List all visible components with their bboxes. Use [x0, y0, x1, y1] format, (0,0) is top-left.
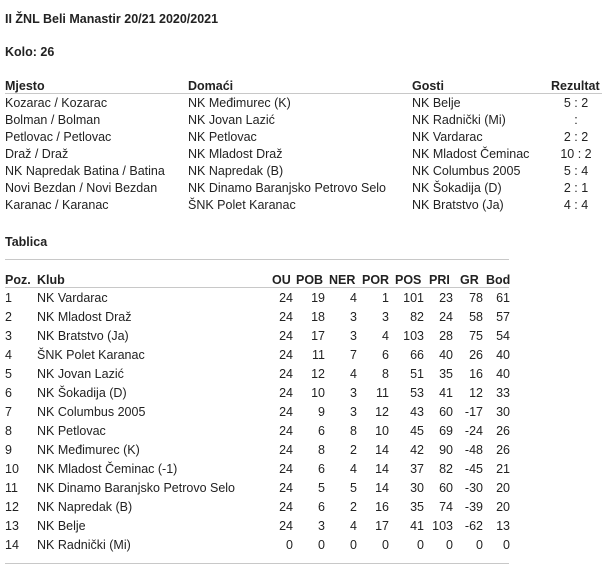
- standings-header-bod: Bod: [486, 273, 511, 287]
- standing-pos-goals: 41: [410, 519, 424, 533]
- standing-pos: 8: [5, 424, 12, 438]
- standing-pos-goals: 0: [417, 538, 424, 552]
- standing-pos-goals: 53: [410, 386, 424, 400]
- standing-pos-goals: 43: [410, 405, 424, 419]
- matches-header-divider: [5, 93, 602, 94]
- standing-gr: -30: [464, 481, 483, 495]
- standing-ner: 3: [350, 386, 357, 400]
- standing-pos: 6: [5, 386, 12, 400]
- match-away: NK Columbus 2005: [412, 164, 521, 178]
- standing-gr: 75: [469, 329, 483, 343]
- match-place: Petlovac / Petlovac: [5, 130, 112, 144]
- standing-gr: -24: [464, 424, 483, 438]
- standing-pos: 10: [5, 462, 19, 476]
- standing-pri: 82: [439, 462, 453, 476]
- standing-por: 11: [376, 386, 389, 400]
- standing-pri: 35: [439, 367, 453, 381]
- standing-bod: 40: [496, 367, 510, 381]
- standing-pos: 7: [5, 405, 12, 419]
- standing-ou: 24: [279, 424, 293, 438]
- standing-bod: 20: [496, 481, 510, 495]
- match-result: 10 : 2: [560, 147, 592, 161]
- standing-pos: 13: [5, 519, 19, 533]
- standing-pos-goals: 37: [410, 462, 424, 476]
- standing-ner: 5: [350, 481, 357, 495]
- standings-header-divider: [5, 287, 509, 288]
- match-place: Karanac / Karanac: [5, 198, 109, 212]
- standing-bod: 13: [496, 519, 510, 533]
- standings-header-por: POR: [362, 273, 390, 287]
- standing-pos: 9: [5, 443, 12, 457]
- standing-ou: 24: [279, 291, 293, 305]
- standing-pos-goals: 30: [410, 481, 424, 495]
- standing-ou: 24: [279, 348, 293, 362]
- standing-por: 1: [382, 291, 389, 305]
- standing-club: NK Vardarac: [37, 291, 108, 305]
- standing-ou: 24: [279, 481, 293, 495]
- match-home: NK Međimurec (K): [188, 96, 291, 110]
- standing-ou: 24: [279, 405, 293, 419]
- standing-bod: 40: [496, 348, 510, 362]
- match-place: Novi Bezdan / Novi Bezdan: [5, 181, 158, 195]
- match-result: 5 : 4: [563, 164, 589, 178]
- standing-club: NK Napredak (B): [37, 500, 133, 514]
- standing-ou: 24: [279, 443, 293, 457]
- standing-ner: 3: [350, 329, 357, 343]
- standing-por: 14: [375, 443, 389, 457]
- standing-por: 6: [382, 348, 389, 362]
- standing-ou: 24: [279, 519, 293, 533]
- standing-gr: -62: [464, 519, 483, 533]
- standing-bod: 33: [496, 386, 510, 400]
- standing-por: 0: [382, 538, 389, 552]
- match-result: 2 : 1: [563, 181, 589, 195]
- standing-pob: 9: [318, 405, 325, 419]
- standing-pri: 60: [439, 405, 453, 419]
- match-result: :: [574, 113, 578, 127]
- standing-por: 10: [375, 424, 389, 438]
- standing-club: NK Radnički (Mi): [37, 538, 131, 552]
- standing-pob: 17: [311, 329, 325, 343]
- standing-pos-goals: 66: [410, 348, 424, 362]
- standing-por: 14: [375, 462, 389, 476]
- standing-gr: 58: [469, 310, 483, 324]
- standing-gr: -48: [464, 443, 483, 457]
- standing-pob: 6: [318, 500, 325, 514]
- standing-pri: 90: [439, 443, 453, 457]
- standing-gr: 78: [469, 291, 483, 305]
- standing-club: NK Belje: [37, 519, 86, 533]
- standing-pri: 60: [439, 481, 453, 495]
- match-home: ŠNK Polet Karanac: [188, 198, 296, 212]
- standing-pob: 8: [318, 443, 325, 457]
- standing-ou: 24: [279, 500, 293, 514]
- standing-ou: 24: [279, 329, 293, 343]
- match-home: NK Petlovac: [188, 130, 257, 144]
- standing-bod: 61: [496, 291, 510, 305]
- standing-por: 3: [382, 310, 389, 324]
- match-home: NK Mladost Draž: [188, 147, 283, 161]
- matches-header-place: Mjesto: [5, 79, 45, 93]
- standing-pob: 6: [318, 462, 325, 476]
- standing-pos-goals: 35: [410, 500, 424, 514]
- match-result: 2 : 2: [563, 130, 589, 144]
- match-away: NK Belje: [412, 96, 461, 110]
- match-home: NK Napredak (B): [188, 164, 284, 178]
- standings-bottom-divider: [5, 563, 509, 564]
- standing-ner: 8: [350, 424, 357, 438]
- standings-header-gr: GR: [460, 273, 479, 287]
- standing-bod: 57: [496, 310, 510, 324]
- standings-top-divider: [5, 259, 509, 260]
- standings-header-pri: PRI: [429, 273, 450, 287]
- page-title: II ŽNL Beli Manastir 20/21 2020/2021: [5, 12, 219, 26]
- standing-bod: 20: [496, 500, 510, 514]
- standing-bod: 0: [503, 538, 510, 552]
- match-place: Bolman / Bolman: [5, 113, 101, 127]
- match-place: NK Napredak Batina / Batina: [5, 164, 165, 178]
- standing-pob: 6: [318, 424, 325, 438]
- standing-club: ŠNK Polet Karanac: [37, 348, 145, 362]
- standing-bod: 21: [496, 462, 510, 476]
- matches-header-away: Gosti: [412, 79, 444, 93]
- standing-por: 4: [382, 329, 389, 343]
- standing-por: 17: [375, 519, 389, 533]
- standing-club: NK Mladost Draž: [37, 310, 132, 324]
- standing-ner: 7: [350, 348, 357, 362]
- standing-pos-goals: 45: [410, 424, 424, 438]
- standing-pri: 24: [439, 310, 453, 324]
- standing-club: NK Dinamo Baranjsko Petrovo Selo: [37, 481, 236, 495]
- standing-pob: 10: [311, 386, 325, 400]
- standing-pos-goals: 103: [403, 329, 424, 343]
- standing-ou: 0: [286, 538, 293, 552]
- standing-pos: 5: [5, 367, 12, 381]
- standing-pos: 11: [5, 481, 18, 495]
- match-away: NK Vardarac: [412, 130, 483, 144]
- standings-header-pos: Poz.: [5, 273, 31, 287]
- standing-ner: 4: [350, 519, 357, 533]
- standings-header-pos-goals: POS: [395, 273, 422, 287]
- standing-ner: 4: [350, 291, 357, 305]
- standing-pri: 23: [439, 291, 453, 305]
- standing-ner: 4: [350, 367, 357, 381]
- standing-por: 16: [375, 500, 389, 514]
- standing-pri: 41: [439, 386, 453, 400]
- standing-club: NK Šokadija (D): [37, 386, 127, 400]
- standing-pob: 12: [311, 367, 325, 381]
- standing-club: NK Columbus 2005: [37, 405, 146, 419]
- standing-pri: 103: [432, 519, 453, 533]
- standing-ner: 3: [350, 405, 357, 419]
- standing-gr: -45: [464, 462, 483, 476]
- matches-header-result: Rezultat: [551, 79, 600, 93]
- standing-pob: 18: [311, 310, 325, 324]
- standings-title: Tablica: [5, 235, 48, 249]
- standing-pri: 74: [439, 500, 453, 514]
- match-place: Kozarac / Kozarac: [5, 96, 108, 110]
- standings-header-ner: NER: [329, 273, 356, 287]
- match-place: Draž / Draž: [5, 147, 69, 161]
- match-away: NK Šokadija (D): [412, 181, 502, 195]
- standing-bod: 26: [496, 424, 510, 438]
- standing-pob: 0: [318, 538, 325, 552]
- standing-pos-goals: 101: [403, 291, 424, 305]
- standing-pos: 2: [5, 310, 12, 324]
- standing-por: 14: [375, 481, 389, 495]
- standings-header-club: Klub: [37, 273, 65, 287]
- standing-pos: 14: [5, 538, 19, 552]
- standing-bod: 30: [496, 405, 510, 419]
- standing-pos: 3: [5, 329, 12, 343]
- standing-ner: 0: [350, 538, 357, 552]
- standing-ou: 24: [279, 310, 293, 324]
- standing-ou: 24: [279, 462, 293, 476]
- standing-ou: 24: [279, 367, 293, 381]
- match-away: NK Bratstvo (Ja): [412, 198, 504, 212]
- standing-pri: 28: [439, 329, 453, 343]
- match-home: NK Jovan Lazić: [188, 113, 275, 127]
- standing-gr: 16: [469, 367, 483, 381]
- standing-gr: -17: [464, 405, 483, 419]
- standing-bod: 26: [496, 443, 510, 457]
- standing-pri: 40: [439, 348, 453, 362]
- match-away: NK Mladost Čeminac: [412, 147, 530, 161]
- standing-club: NK Petlovac: [37, 424, 106, 438]
- standing-ner: 2: [350, 500, 357, 514]
- match-home: NK Dinamo Baranjsko Petrovo Selo: [188, 181, 387, 195]
- standing-bod: 54: [496, 329, 510, 343]
- standings-header-ou: OU: [272, 273, 291, 287]
- standing-por: 8: [382, 367, 389, 381]
- standing-pos-goals: 42: [410, 443, 424, 457]
- standing-club: NK Bratstvo (Ja): [37, 329, 129, 343]
- standing-pri: 69: [439, 424, 453, 438]
- standing-gr: 0: [476, 538, 483, 552]
- standing-ner: 4: [350, 462, 357, 476]
- matches-header-home: Domaći: [188, 79, 234, 93]
- round-label: Kolo: 26: [5, 45, 55, 59]
- match-away: NK Radnički (Mi): [412, 113, 506, 127]
- standing-club: NK Jovan Lazić: [37, 367, 124, 381]
- standing-pos: 4: [5, 348, 12, 362]
- standing-ner: 2: [350, 443, 357, 457]
- standings-header-pob: POB: [296, 273, 324, 287]
- standing-gr: -39: [464, 500, 483, 514]
- standing-pos: 12: [5, 500, 19, 514]
- standing-ou: 24: [279, 386, 293, 400]
- standing-pos-goals: 51: [410, 367, 424, 381]
- standing-pob: 11: [312, 348, 325, 362]
- standing-pri: 0: [446, 538, 453, 552]
- standing-por: 12: [375, 405, 389, 419]
- match-result: 4 : 4: [563, 198, 589, 212]
- standing-pob: 5: [318, 481, 325, 495]
- standing-club: NK Mladost Čeminac (-1): [37, 462, 178, 476]
- standing-gr: 12: [469, 386, 483, 400]
- standing-pob: 19: [311, 291, 325, 305]
- standing-club: NK Međimurec (K): [37, 443, 140, 457]
- standing-ner: 3: [350, 310, 357, 324]
- standing-gr: 26: [469, 348, 483, 362]
- standing-pos: 1: [5, 291, 12, 305]
- standing-pos-goals: 82: [410, 310, 424, 324]
- match-result: 5 : 2: [563, 96, 589, 110]
- standing-pob: 3: [318, 519, 325, 533]
